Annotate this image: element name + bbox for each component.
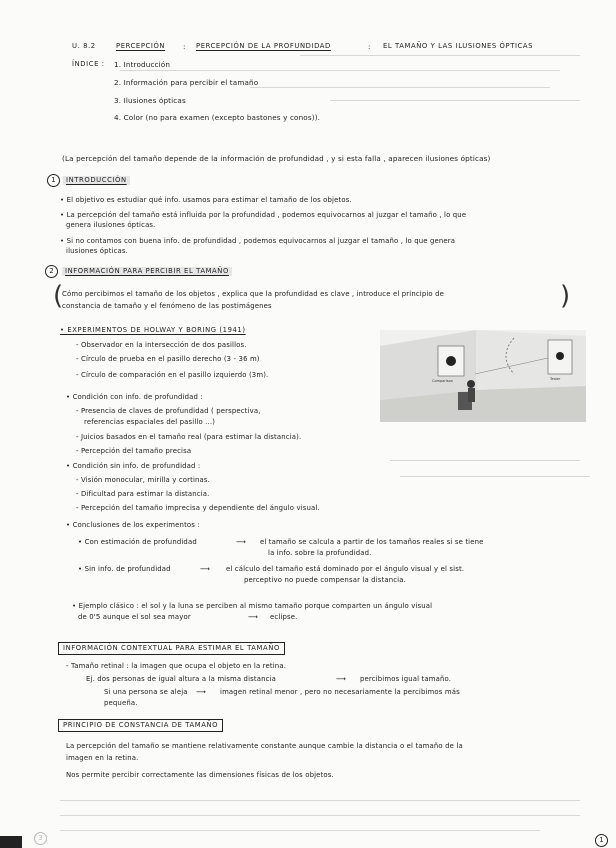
bleed-through-line <box>400 476 590 477</box>
condition-title: • Condición sin info. de profundidad : <box>66 462 201 470</box>
section-intro-line: constancia de tamaño y el fenómeno de las postimágenes <box>62 302 272 310</box>
constancy-line: Nos permite percibir correctamente las dimensiones físicas de los objetos. <box>66 771 334 779</box>
condition-item-continued: referencias espaciales del pasillo ...) <box>84 418 216 426</box>
condition-item: - Percepción del tamaño imprecisa y dependiente del ángulo visual. <box>76 504 320 512</box>
scan-edge-mark <box>0 836 22 848</box>
bleed-through-line <box>250 87 550 88</box>
example-line: • Ejemplo clásico : el sol y la luna se perciben al mismo tamaño porque comparten un ángulo visual <box>72 602 433 610</box>
intro-bullet: • El objetivo es estudiar qué info. usamos para estimar el tamaño de los objetos. <box>60 196 352 204</box>
intro-bullet-continued: genera ilusiones ópticas. <box>66 221 156 229</box>
experiment-item: - Círculo de comparación en el pasillo izquierdo (3m). <box>76 371 269 379</box>
conclusion-result: el cálculo del tamaño está dominado por el ángulo visual y el sist. <box>226 565 465 573</box>
conclusion-result-continued: perceptivo no puede compensar la distancia. <box>244 576 406 584</box>
conclusion-result: el tamaño se calcula a partir de los tamaños reales si se tiene <box>260 538 484 546</box>
holway-boring-figure <box>380 330 586 422</box>
bleed-through-line <box>330 100 580 101</box>
experiment-title: • EXPERIMENTOS DE HOLWAY Y BORING (1941) <box>60 326 246 334</box>
intro-bullet-continued: ilusiones ópticas. <box>66 247 129 255</box>
header-separator: : <box>183 42 186 51</box>
observer-head <box>467 380 475 388</box>
arrow-icon: ⟶ <box>200 565 211 573</box>
conclusions-title: • Conclusiones de los experimentos : <box>66 521 200 529</box>
bleed-through-line <box>60 800 580 801</box>
contextual-example-result: percibimos igual tamaño. <box>360 675 452 683</box>
comparison-circle <box>446 356 456 366</box>
condition-item: - Percepción del tamaño precisa <box>76 447 192 455</box>
example-line: de 0'5 aunque el sol sea mayor <box>78 613 191 621</box>
header-perception: PERCEPCIÓN <box>116 42 166 50</box>
open-bracket: ( <box>53 281 64 311</box>
arrow-icon: ⟶ <box>236 538 247 546</box>
arrow-icon: ⟶ <box>196 688 207 696</box>
contextual-title: INFORMACIÓN CONTEXTUAL PARA ESTIMAR EL TAMAÑO <box>58 642 285 655</box>
constancy-title: PRINCIPIO DE CONSTANCIA DE TAMAÑO <box>58 719 223 732</box>
arrow-icon: ⟶ <box>248 613 259 621</box>
bleed-through-line <box>120 70 560 71</box>
example-arrow-target: eclipse. <box>270 613 298 621</box>
experiment-item: - Círculo de prueba en el pasillo derecho (3 - 36 m) <box>76 355 260 363</box>
figure-label-tester: Tester <box>550 377 561 381</box>
intro-bullet: • Si no contamos con buena info. de profundidad , podemos equivocarnos al juzgar el tamaño , lo que genera <box>60 237 456 245</box>
constancy-line: imagen en la retina. <box>66 754 139 762</box>
summary-note: (La percepción del tamaño depende de la información de profundidad , y si esta falla , aparecen ilusiones ópticas) <box>62 154 491 163</box>
contextual-example: Ej. dos personas de igual altura a la misma distancia <box>86 675 277 683</box>
contextual-item: - Tamaño retinal : la imagen que ocupa el objeto en la retina. <box>66 662 287 670</box>
section-title-intro: INTRODUCCIÓN <box>63 176 130 185</box>
index-item: 2. Información para percibir el tamaño <box>114 78 259 87</box>
condition-title: • Condición con info. de profundidad : <box>66 393 203 401</box>
conclusion-item: • Con estimación de profundidad <box>78 538 197 546</box>
index-item: 3. Ilusiones ópticas <box>114 96 186 105</box>
condition-item: - Juicios basados en el tamaño real (para estimar la distancia). <box>76 433 302 441</box>
header-depth: PERCEPCIÓN DE LA PROFUNDIDAD <box>196 42 331 50</box>
page-number: 1 <box>595 834 608 847</box>
bleed-through-line <box>60 830 540 831</box>
close-bracket: ) <box>560 281 571 311</box>
section-intro-line: Cómo percibimos el tamaño de los objetos , explica que la profundidad es clave , introduce el principio de <box>62 290 445 298</box>
section-title-info: INFORMACIÓN PARA PERCIBIR EL TAMAÑO <box>62 267 232 276</box>
section-number: 2 <box>45 265 58 278</box>
contextual-example: Si una persona se aleja <box>104 688 188 696</box>
section-number: 1 <box>47 174 60 187</box>
condition-item: - Visión monocular, mirilla y cortinas. <box>76 476 211 484</box>
index-label: ÍNDICE : <box>72 60 105 68</box>
index-item: 4. Color (no para examen (excepto bastones y conos)). <box>114 113 321 122</box>
bleed-through-line <box>390 460 580 461</box>
experiment-item: - Observador en la intersección de dos pasillos. <box>76 341 247 349</box>
contextual-example-result: imagen retinal menor , pero no necesariamente la percibimos más <box>220 688 460 696</box>
observer-body <box>468 388 475 402</box>
bleed-through-line <box>60 815 580 816</box>
figure-label-comparison: Comparison <box>432 379 453 383</box>
index-item: 1. Introducción <box>114 60 171 69</box>
conclusion-result-continued: la info. sobre la profundidad. <box>268 549 372 557</box>
corner-mark: 3 <box>34 832 47 845</box>
header-topic: EL TAMAÑO Y LAS ILUSIONES ÓPTICAS <box>383 42 534 50</box>
contextual-example-continued: pequeña. <box>104 699 138 707</box>
arrow-icon: ⟶ <box>336 675 347 683</box>
tester-circle <box>556 352 564 360</box>
condition-item: - Presencia de claves de profundidad ( perspectiva, <box>76 407 261 415</box>
intro-bullet: • La percepción del tamaño está influida por la profundidad , podemos equivocarnos al juzgar el tamaño , lo que <box>60 211 467 219</box>
bleed-through-line <box>300 55 580 56</box>
header-separator: : <box>368 42 371 51</box>
conclusion-item: • Sin info. de profundidad <box>78 565 171 573</box>
constancy-line: La percepción del tamaño se mantiene relativamente constante aunque cambie la distancia o el tamaño de la <box>66 742 463 750</box>
unit-label: U. 8.2 <box>72 42 96 50</box>
condition-item: - Dificultad para estimar la distancia. <box>76 490 210 498</box>
